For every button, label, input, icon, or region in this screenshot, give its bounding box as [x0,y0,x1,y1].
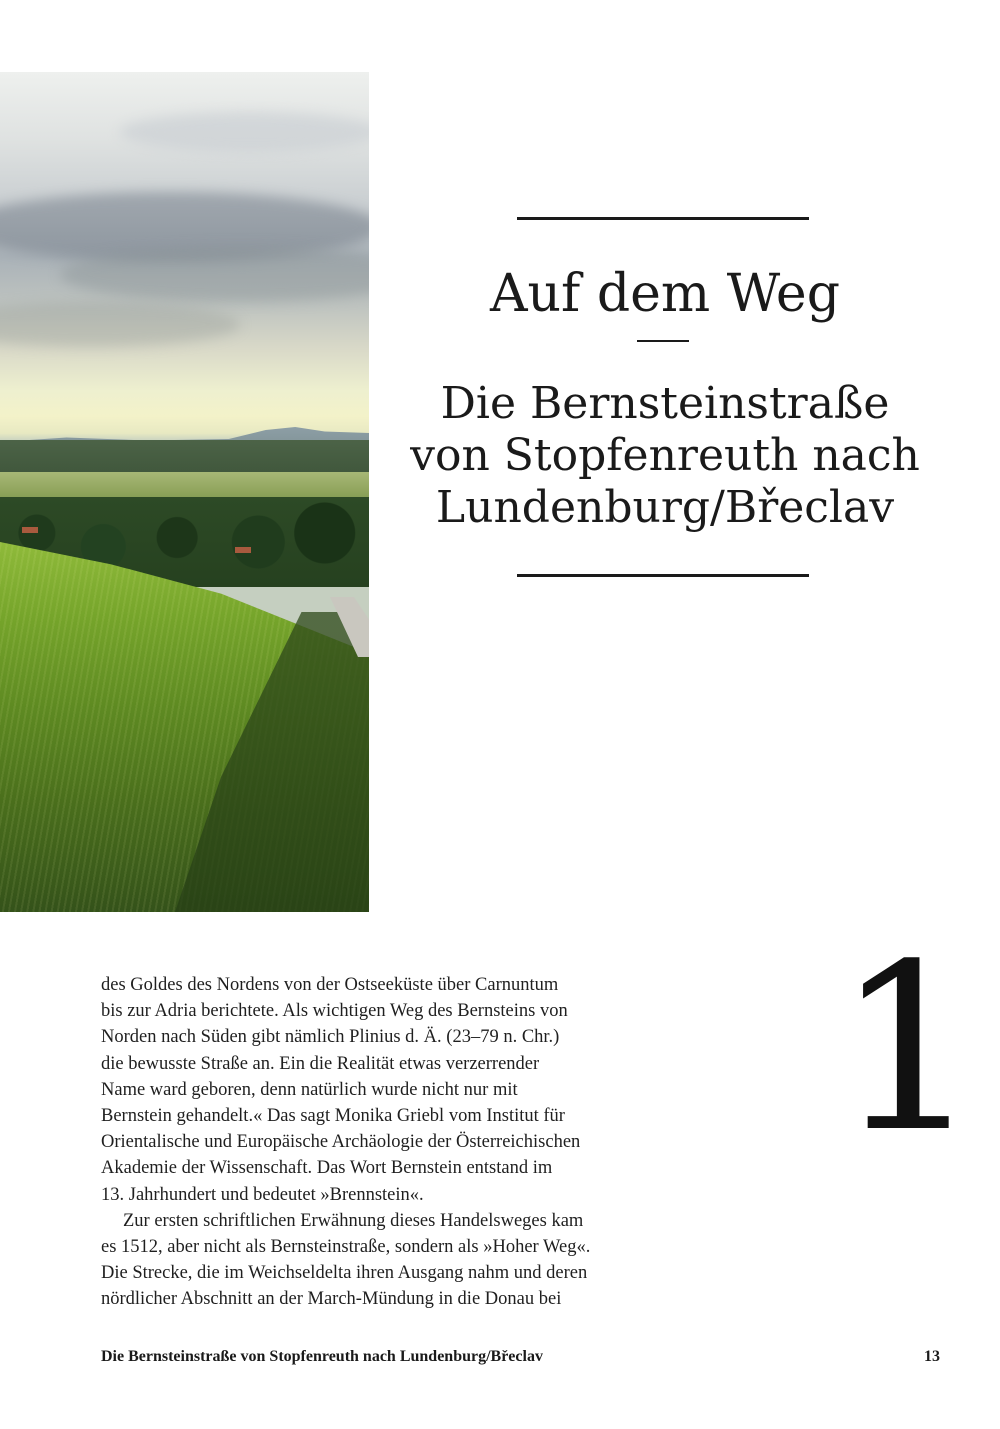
subtitle-line: Die Bernsteinstraße [440,378,890,429]
running-footer-title: Die Bernsteinstraße von Stopfenreuth nach Lundenburg/Břeclav [101,1348,543,1365]
cloud [60,247,369,302]
cloud [120,112,369,152]
title-rule-short [637,340,689,342]
body-text [101,972,671,1313]
text-line: bis zur Adria berichtete. Als wichtigen Weg des Bernsteins von [101,1001,568,1022]
text-line: Orientalische und Europäische Archäologie der Österreichischen [101,1132,581,1153]
text-line: die bewusste Straße an. Ein die Realität etwas verzerrender [101,1053,540,1074]
subtitle-line: von Stopfenreuth nach [410,430,920,481]
landscape-photo [0,72,369,912]
text-line: Norden nach Süden gibt nämlich Plinius d. Ä. (23–79 n. Chr.) [101,1027,560,1048]
text-line: Die Strecke, die im Weichseldelta ihren Ausgang nahm und deren [101,1263,588,1284]
chapter-title: Auf dem Weg [490,264,840,324]
cloud [0,302,240,347]
text-line: 13. Jahrhundert und bedeutet »Brennstein«. [101,1184,424,1205]
title-rule-bottom [517,574,809,577]
text-line: Bernstein gehandelt.« Das sagt Monika Griebl vom Institut für [101,1106,565,1127]
text-line: Name ward geboren, denn natürlich wurde nicht nur mit [101,1079,518,1100]
text-line: Akademie der Wissenschaft. Das Wort Bernstein entstand im [101,1158,553,1179]
text-line: Zur ersten schriftlichen Erwähnung dieses Handelsweges kam [123,1210,584,1231]
subtitle-line: Lundenburg/Břeclav [435,482,895,533]
page-number: 13 [924,1348,940,1365]
text-line: es 1512, aber nicht als Bernsteinstraße, sondern als »Hoher Weg«. [101,1237,591,1258]
title-rule-top [517,217,809,220]
text-line: nördlicher Abschnitt an der March-Mündung in die Donau bei [101,1289,562,1310]
chapter-subtitle [400,378,930,534]
house-roof [235,547,251,553]
text-line: des Goldes des Nordens von der Ostseeküste über Carnuntum [101,975,559,995]
chapter-number: 1 [835,916,982,1183]
house-roof [22,527,38,533]
